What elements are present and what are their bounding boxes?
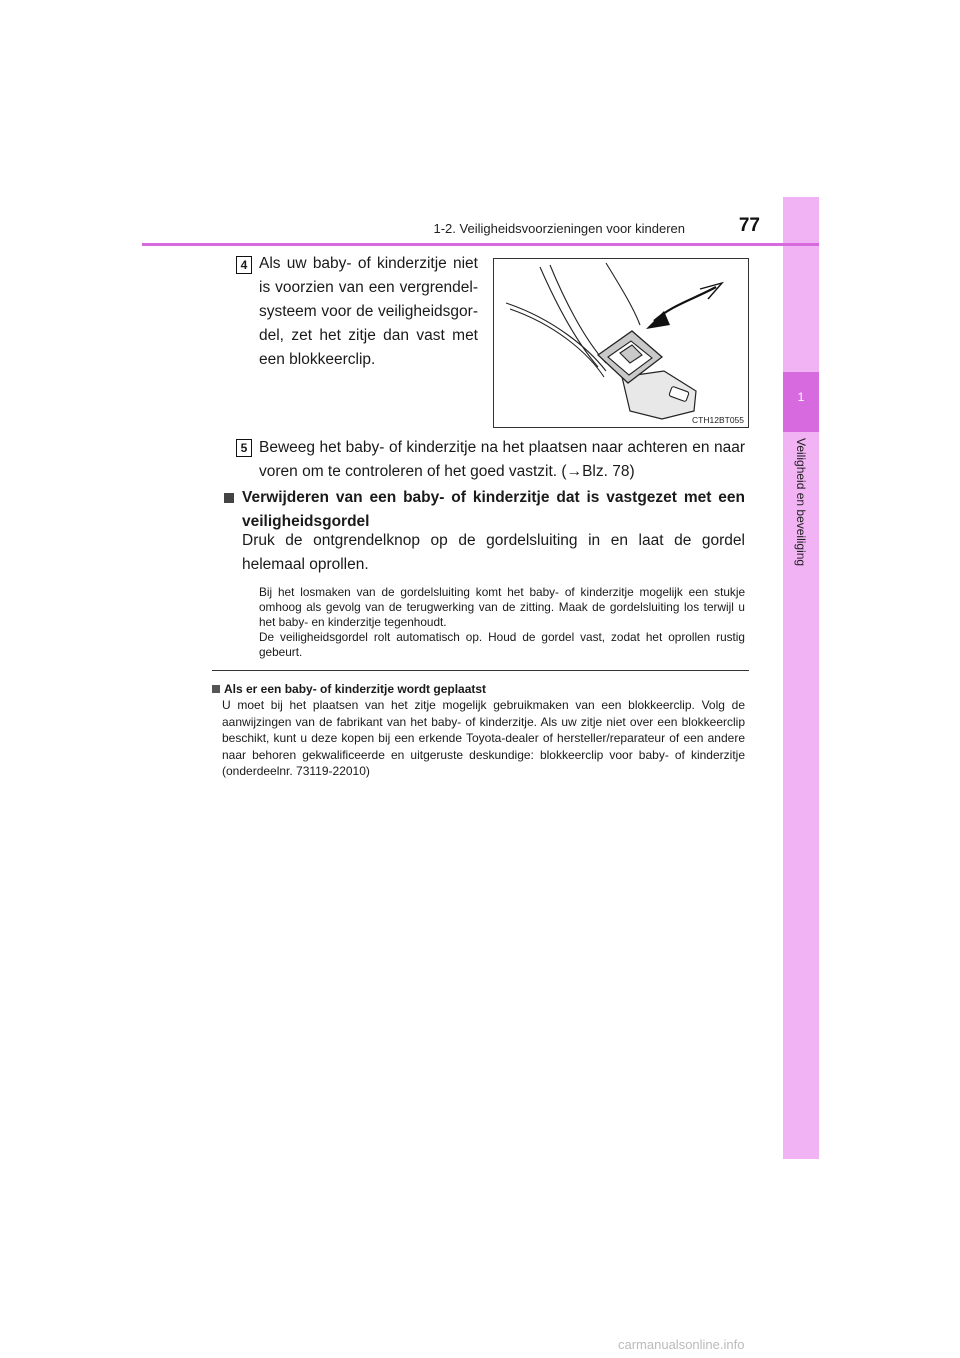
page-number: 77 <box>738 215 760 236</box>
watermark: carmanualsonline.info <box>618 1337 745 1352</box>
info-title-text: Als er een baby- of kinderzitje wordt geplaatst <box>224 682 487 696</box>
header-divider <box>142 243 819 246</box>
section-heading <box>224 486 745 534</box>
chapter-side-tab <box>783 197 819 1159</box>
step-5-number-box: 5 <box>236 439 252 457</box>
locking-clip-illustration <box>493 258 749 428</box>
heading-bullet-icon <box>224 493 234 503</box>
info-body: U moet bij het plaatsen van het zitje mogelijk gebruikmaken van een blokkeerclip. Volg de aanwijzingen van de fabrikant van het baby- of kinderzitje. Als uw zitje niet over een blokkeerclip beschikt, kunt u deze kopen bij een erkende Toyota-dealer of hersteller/reparateur of een andere naar behoren gekwalificeerde en uitgeruste deskundige: blokkeerclip voor baby- of kinderzitje (onderdeelnr. 73119-22010) <box>222 698 745 778</box>
info-divider <box>212 670 749 671</box>
header-section-title: 1-2. Veiligheidsvoorzieningen voor kinderen <box>433 221 685 236</box>
section-heading-text: Verwijderen van een baby- of kinderzitje dat is vastgezet met een veiligheidsgordel <box>242 489 745 530</box>
step-4-text: Als uw baby- of kinderzitje niet is voorzien van een vergrendelsysteem voor de veiligheidsgordel, zet het zitje dan vast met een blokkeerclip. <box>259 255 478 368</box>
info-bullet-icon <box>212 685 220 693</box>
section-body: Druk de ontgrendelknop op de gordelsluiting in en laat de gordel helemaal oprollen. <box>242 532 745 573</box>
chapter-number: 1 <box>797 390 805 404</box>
chapter-label: Veiligheid en beveiliging <box>794 438 808 567</box>
info-title <box>212 681 749 697</box>
step-4-number-box: 4 <box>236 256 252 274</box>
section-note-2: De veiligheidsgordel rolt automatisch op. Houd de gordel vast, zodat het oprollen rustig gebeurt. <box>259 630 745 659</box>
figure-code: CTH12BT055 <box>692 415 744 425</box>
step-5-text: Beweeg het baby- of kinderzitje na het plaatsen naar achteren en naar voren om te controleren of het goed vastzit. (→Blz. 78) <box>259 439 745 480</box>
locking-clip-drawing <box>494 259 750 429</box>
section-note-1: Bij het losmaken van de gordelsluiting komt het baby- of kinderzitje mogelijk een stukje omhoog als gevolg van de terugwerking van de zitting. Maak de gordelsluiting los terwijl u het baby- en kinderzitje tegenhoudt. <box>259 585 745 629</box>
